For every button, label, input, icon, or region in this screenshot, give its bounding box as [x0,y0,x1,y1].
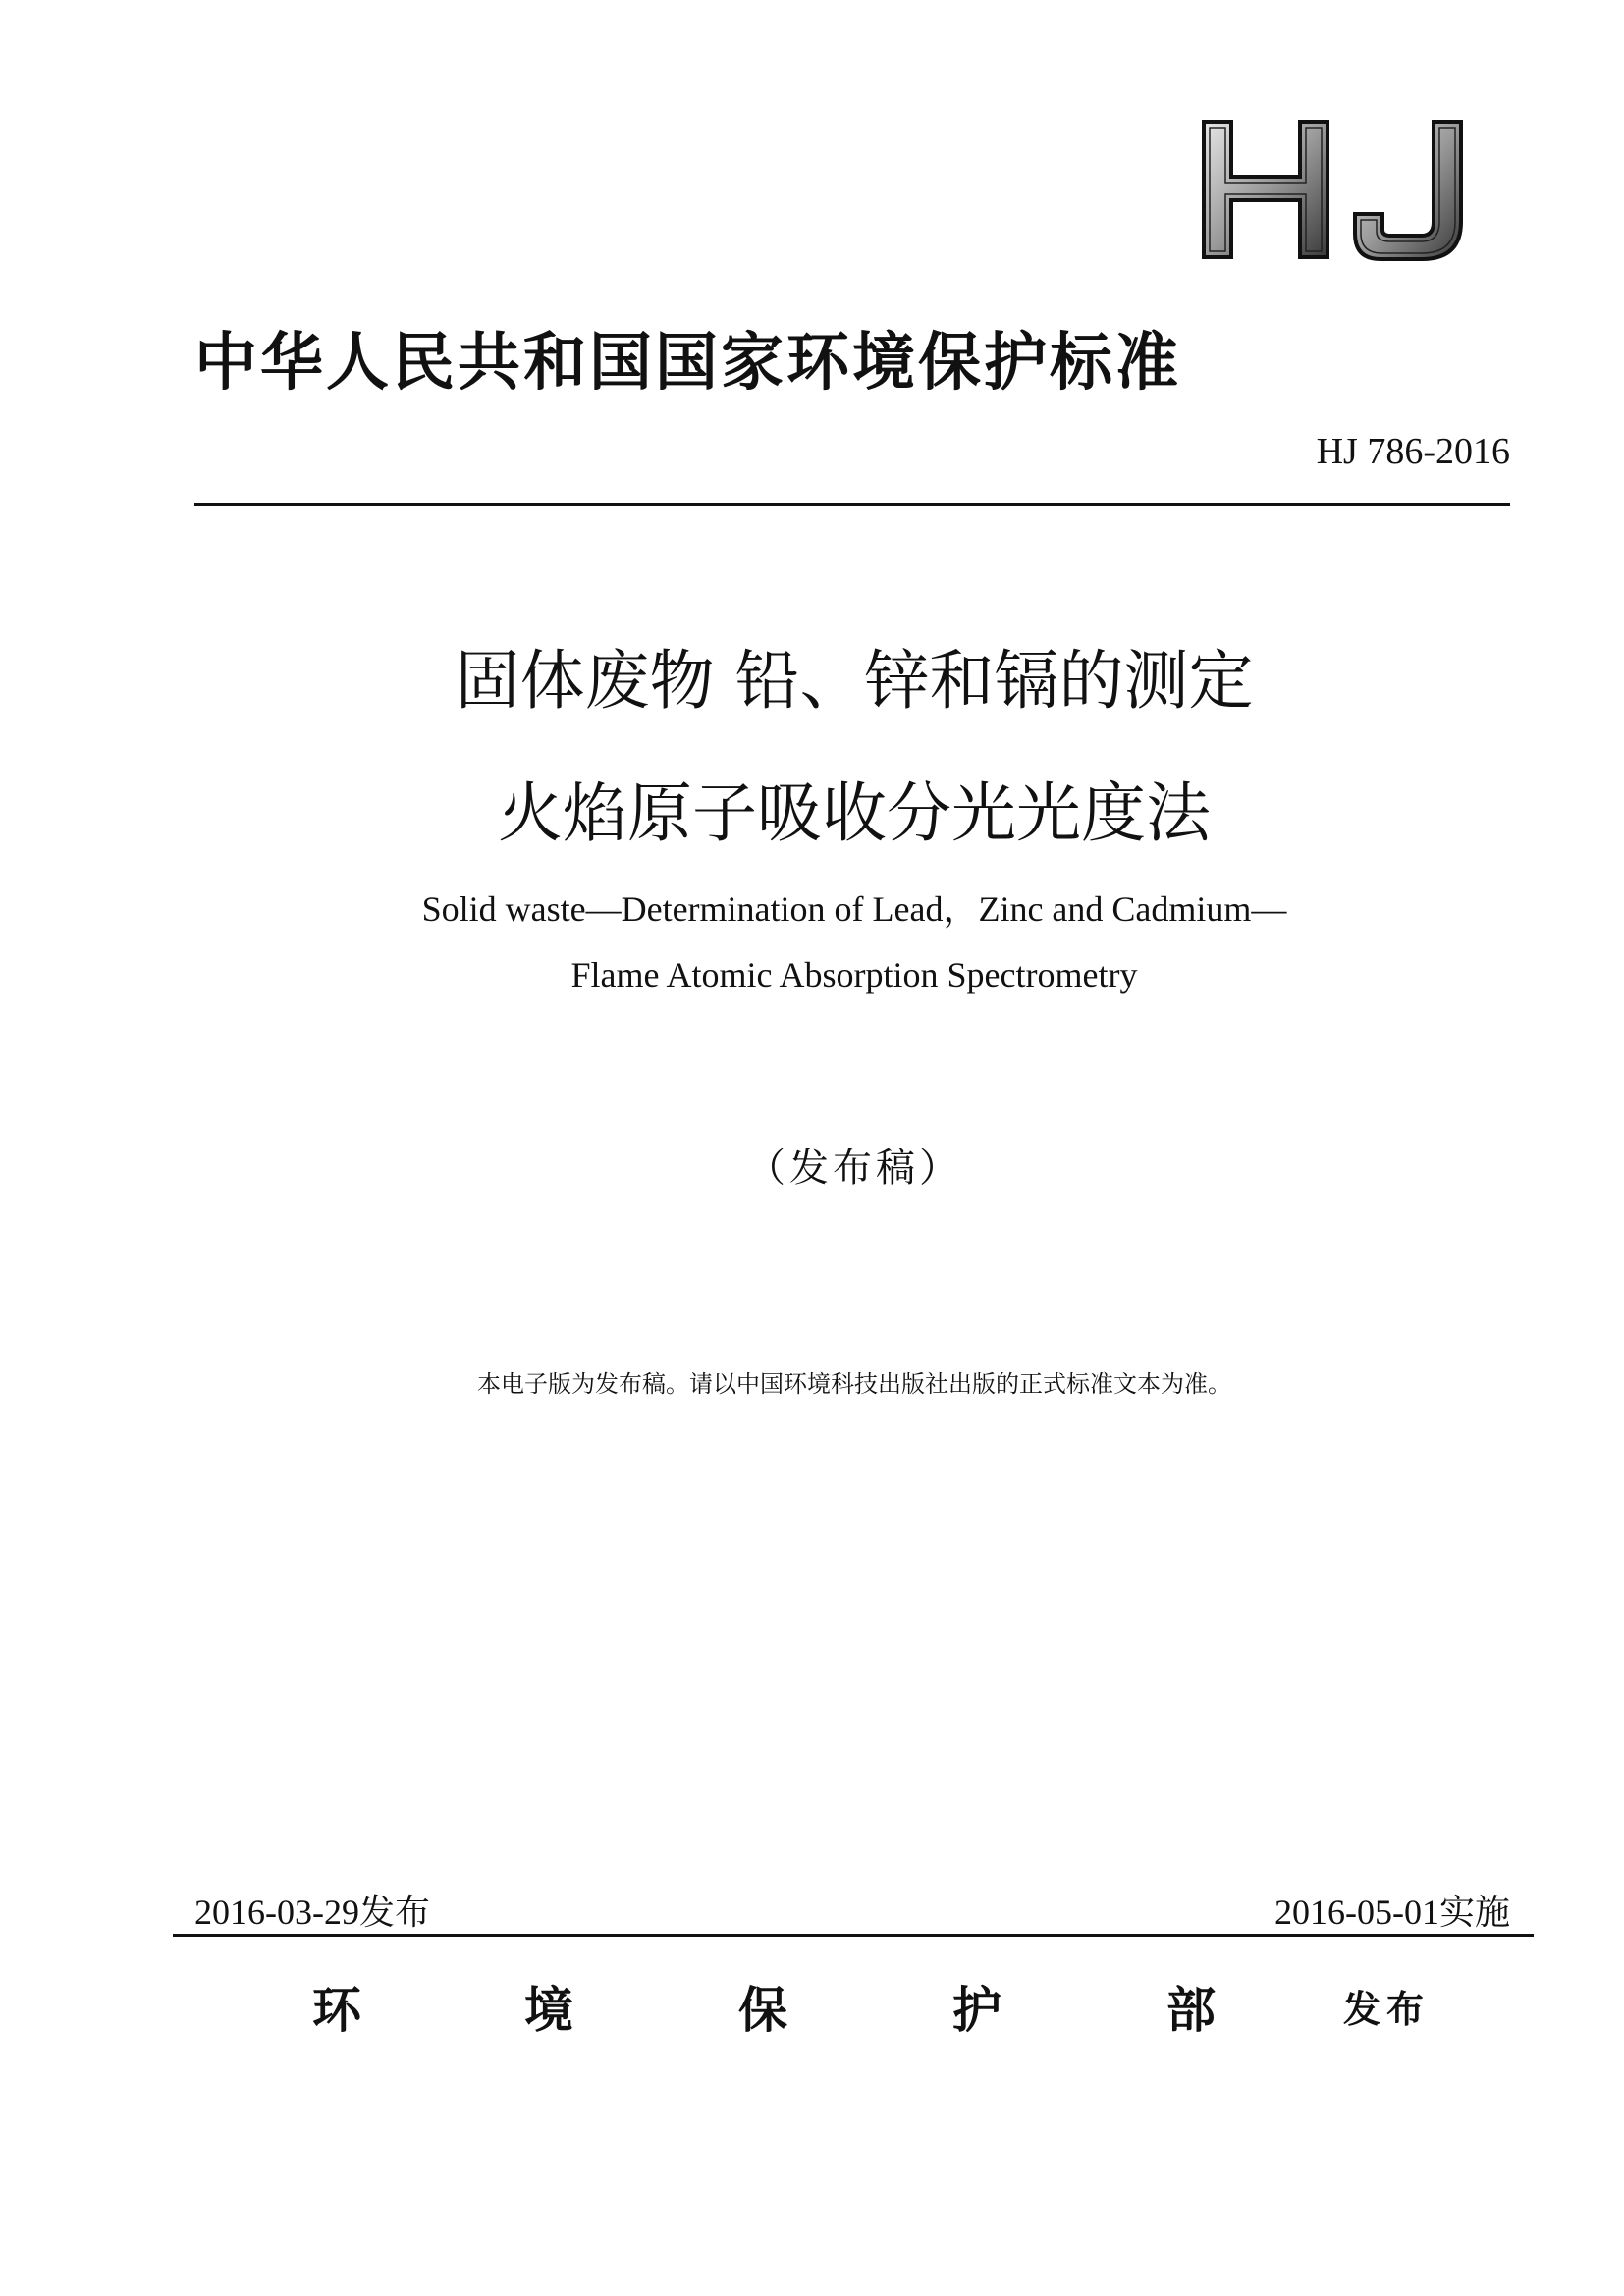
title-en-line2: Flame Atomic Absorption Spectrometry [570,955,1138,994]
draft-label: （发布稿） [746,1146,962,1191]
implementation-date: 2016-05-01实施 [1274,1893,1510,1932]
publisher-char: 环 [312,1982,361,2039]
publisher-char: 保 [738,1982,787,2039]
title-cn-line2: 火焰原子吸收分光光度法 [498,775,1211,851]
publisher-char: 部 [1166,1982,1216,2039]
publisher-char: 护 [952,1982,1001,2039]
footer-divider [173,1934,1534,1937]
publisher-suffix: 发布 [1343,1988,1431,2031]
issue-date: 2016-03-29发布 [194,1893,430,1932]
title-en-line1: Solid waste—Determination of Lead，Zinc and Cadmium— [421,889,1287,929]
title-cn-line1: 固体废物 铅、锌和镉的测定 [455,643,1254,719]
hj-logo [1198,116,1473,263]
electronic-version-notice: 本电子版为发布稿。请以中国环境科技出版社出版的正式标准文本为准。 [477,1370,1231,1398]
header-divider [194,503,1510,506]
publisher-char: 境 [524,1982,573,2039]
standard-category-title: 中华人民共和国国家环境保护标准 [194,327,1181,400]
publisher-line [0,1971,1624,2040]
standard-number: HJ 786-2016 [1316,431,1510,472]
